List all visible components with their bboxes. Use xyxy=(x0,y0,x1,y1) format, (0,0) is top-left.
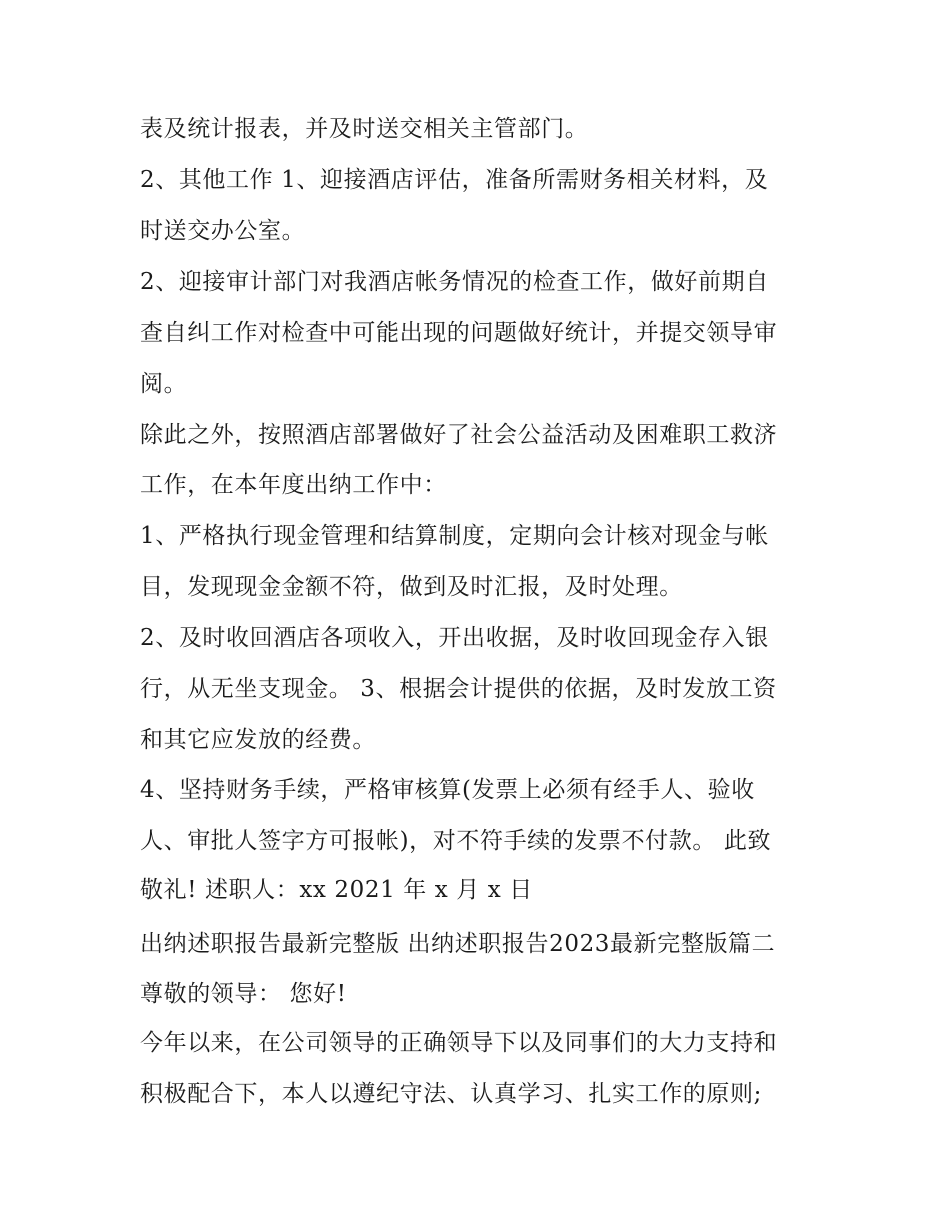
text-line: 出纳述职报告最新完整版 出纳述职报告2023最新完整版篇二 xyxy=(140,931,776,957)
text-line: 行，从无坐支现金。 3、根据会计提供的依据，及时发放工资 xyxy=(140,676,777,702)
text-line: 人、审批人签字方可报帐)，对不符手续的发票不付款。 此致 xyxy=(140,828,772,854)
text-line: 2、迎接审计部门对我酒店帐务情况的检查工作，做好前期自 xyxy=(140,269,769,295)
text-line: 尊敬的领导： 您好! xyxy=(140,981,347,1007)
text-line: 查自纠工作对检查中可能出现的问题做好统计，并提交领导审 xyxy=(140,320,778,346)
text-line: 2、其他工作 1、迎接酒店评估，准备所需财务相关材料，及 xyxy=(140,167,769,193)
text-line: 4、坚持财务手续，严格审核算(发票上必须有经手人、验收 xyxy=(140,777,755,803)
text-line: 阅。 xyxy=(140,371,188,397)
text-line: 和其它应发放的经费。 xyxy=(140,727,376,753)
text-line: 目，发现现金金额不符，做到及时汇报，及时处理。 xyxy=(140,574,683,600)
text-line: 表及统计报表，并及时送交相关主管部门。 xyxy=(140,116,589,142)
text-line: 时送交办公室。 xyxy=(140,218,306,244)
text-line: 2、及时收回酒店各项收入，开出收据，及时收回现金存入银 xyxy=(140,625,769,651)
text-line: 今年以来，在公司领导的正确领导下以及同事们的大力支持和 xyxy=(140,1030,778,1056)
text-line: 1、严格执行现金管理和结算制度，定期向会计核对现金与帐 xyxy=(140,523,769,549)
text-line: 敬礼! 述职人：xx 2021 年 x 月 x 日 xyxy=(140,877,533,903)
text-line: 除此之外，按照酒店部署做好了社会公益活动及困难职工救济 xyxy=(140,422,778,448)
text-line: 积极配合下，本人以遵纪守法、认真学习、扎实工作的原则; xyxy=(140,1081,762,1107)
text-line: 工作，在本年度出纳工作中： xyxy=(140,472,447,498)
